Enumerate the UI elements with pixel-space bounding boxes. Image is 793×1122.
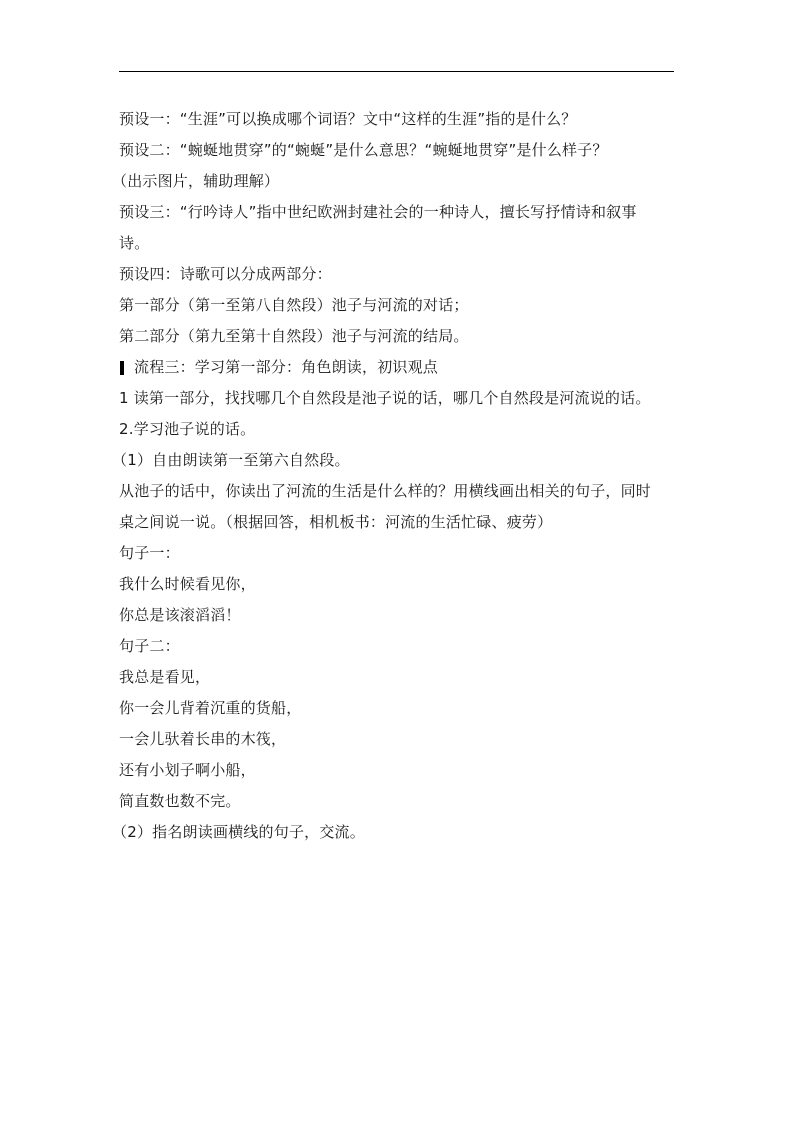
text-line: 诗。 [119, 234, 150, 252]
text-line: （1）自由朗读第一至第六自然段。 [112, 451, 350, 469]
heading-bar-icon [120, 361, 124, 375]
text-line: 你一会儿背着沉重的货船， [119, 699, 302, 717]
section-heading [119, 352, 679, 383]
text-line: 预设二：“蜿蜒地贯穿”的“蜿蜒”是什么意思？“蜿蜒地贯穿”是什么样子？ [119, 141, 608, 159]
text-line: 桌之间说一说。（根据回答，相机板书：河流的生活忙碌、疲劳） [119, 513, 553, 531]
text-line: 预设四：诗歌可以分成两部分： [119, 265, 332, 283]
text-line: 2.学习池子说的话。 [119, 420, 256, 438]
text-line: 第一部分（第一至第八自然段）池子与河流的对话； [119, 296, 469, 314]
text-line: 我总是看见， [119, 668, 211, 686]
header-rule [119, 71, 674, 72]
text-line: 1 读第一部分，找找哪几个自然段是池子说的话，哪几个自然段是河流说的话。 [119, 389, 651, 407]
text-line: 你总是该滚滔滔！ [119, 606, 241, 624]
text-line: 句子一： [119, 544, 180, 562]
text-line: 还有小划子啊小船， [119, 761, 256, 779]
text-line: 简直数也数不完。 [119, 792, 241, 810]
text-line: （出示图片，辅助理解） [112, 172, 280, 190]
text-line: 第二部分（第九至第十自然段）池子与河流的结局。 [119, 327, 469, 345]
text-line: （2）指名朗读画横线的句子，交流。 [112, 823, 365, 841]
document-body [112, 104, 679, 848]
text-line: 我什么时候看见你， [119, 575, 256, 593]
text-line: 句子二： [119, 637, 180, 655]
section-heading-text: 流程三：学习第一部分：角色朗读，初识观点 [134, 358, 439, 376]
text-line: 一会儿驮着长串的木筏， [119, 730, 287, 748]
text-line: 预设三：“行吟诗人”指中世纪欧洲封建社会的一种诗人，擅长写抒情诗和叙事 [119, 203, 637, 221]
text-line: 预设一：“生涯”可以换成哪个词语？文中“这样的生涯”指的是什么？ [119, 110, 577, 128]
text-line: 从池子的话中，你读出了河流的生活是什么样的？用横线画出相关的句子，同时 [119, 482, 652, 500]
